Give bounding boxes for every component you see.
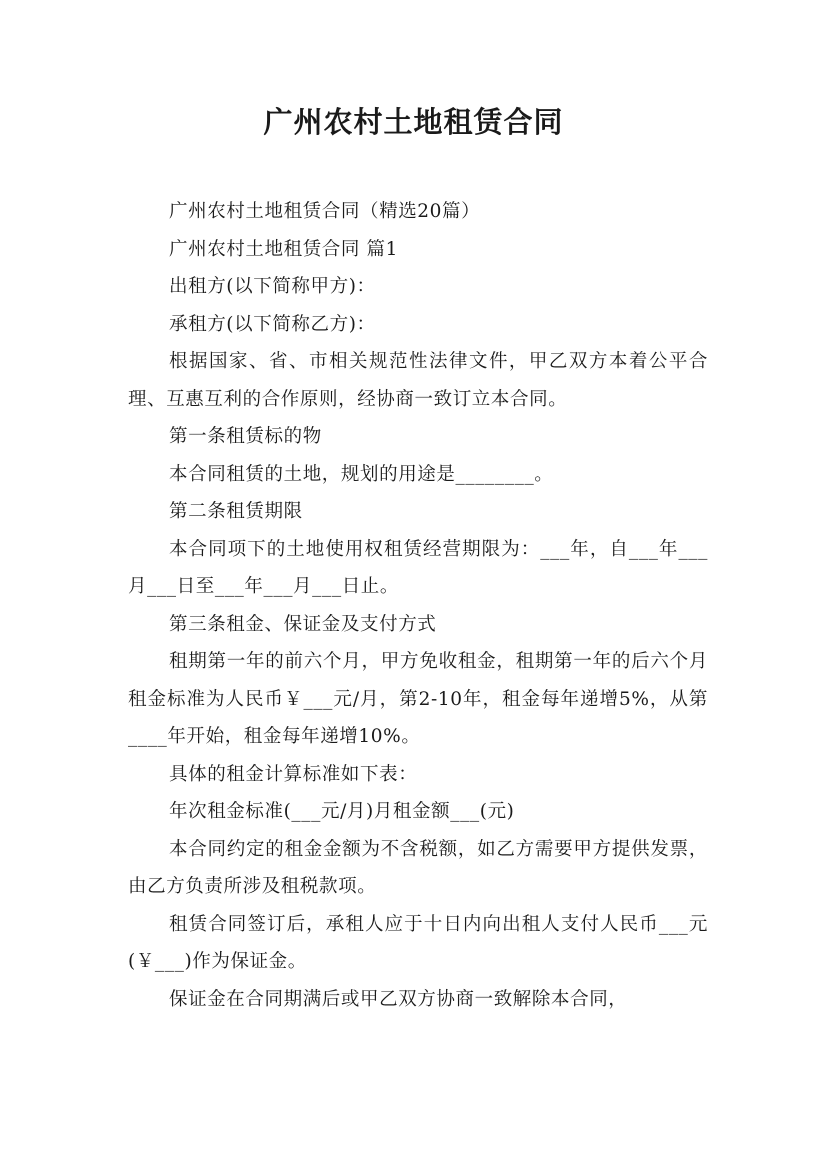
paragraph: 出租方(以下简称甲方)： xyxy=(169,276,376,297)
paragraph: 具体的租金计算标准如下表： xyxy=(169,763,418,785)
paragraph: 广州农村土地租赁合同（精选20篇） xyxy=(169,201,481,222)
paragraph: 承租方(以下简称乙方)： xyxy=(169,313,376,335)
document-body xyxy=(128,193,708,1018)
paragraph: 租赁合同签订后，承租人应于十日内向出租人支付人民币___元(￥___)作为保证金。 xyxy=(128,913,708,972)
paragraph: 广州农村土地租赁合同 篇1 xyxy=(169,238,398,260)
paragraph: 本合同项下的土地使用权租赁经营期限为：___年，自___年___月___日至___年___月___日止。 xyxy=(128,538,708,597)
document-title: 广州农村土地租赁合同 xyxy=(263,105,564,139)
paragraph: 第一条租赁标的物 xyxy=(169,426,322,447)
paragraph: 本合同约定的租金金额为不含税额，如乙方需要甲方提供发票，由乙方负责所涉及租税款项。 xyxy=(128,838,708,897)
paragraph: 本合同租赁的土地，规划的用途是________。 xyxy=(169,463,554,485)
paragraph: 租期第一年的前六个月，甲方免收租金，租期第一年的后六个月租金标准为人民币￥___元/月，第2-10年，租金每年递增5%，从第____年开始，租金每年递增10%。 xyxy=(128,651,708,747)
paragraph: 保证金在合同期满后或甲乙双方协商一致解除本合同， xyxy=(169,988,628,1010)
paragraph: 年次租金标准(___元/月)月租金额___(元) xyxy=(169,801,515,822)
paragraph: 第三条租金、保证金及支付方式 xyxy=(169,613,437,635)
paragraph: 根据国家、省、市相关规范性法律文件，甲乙双方本着公平合理、互惠互利的合作原则，经协商一致订立本合同。 xyxy=(128,351,708,410)
paragraph: 第二条租赁期限 xyxy=(169,501,303,522)
